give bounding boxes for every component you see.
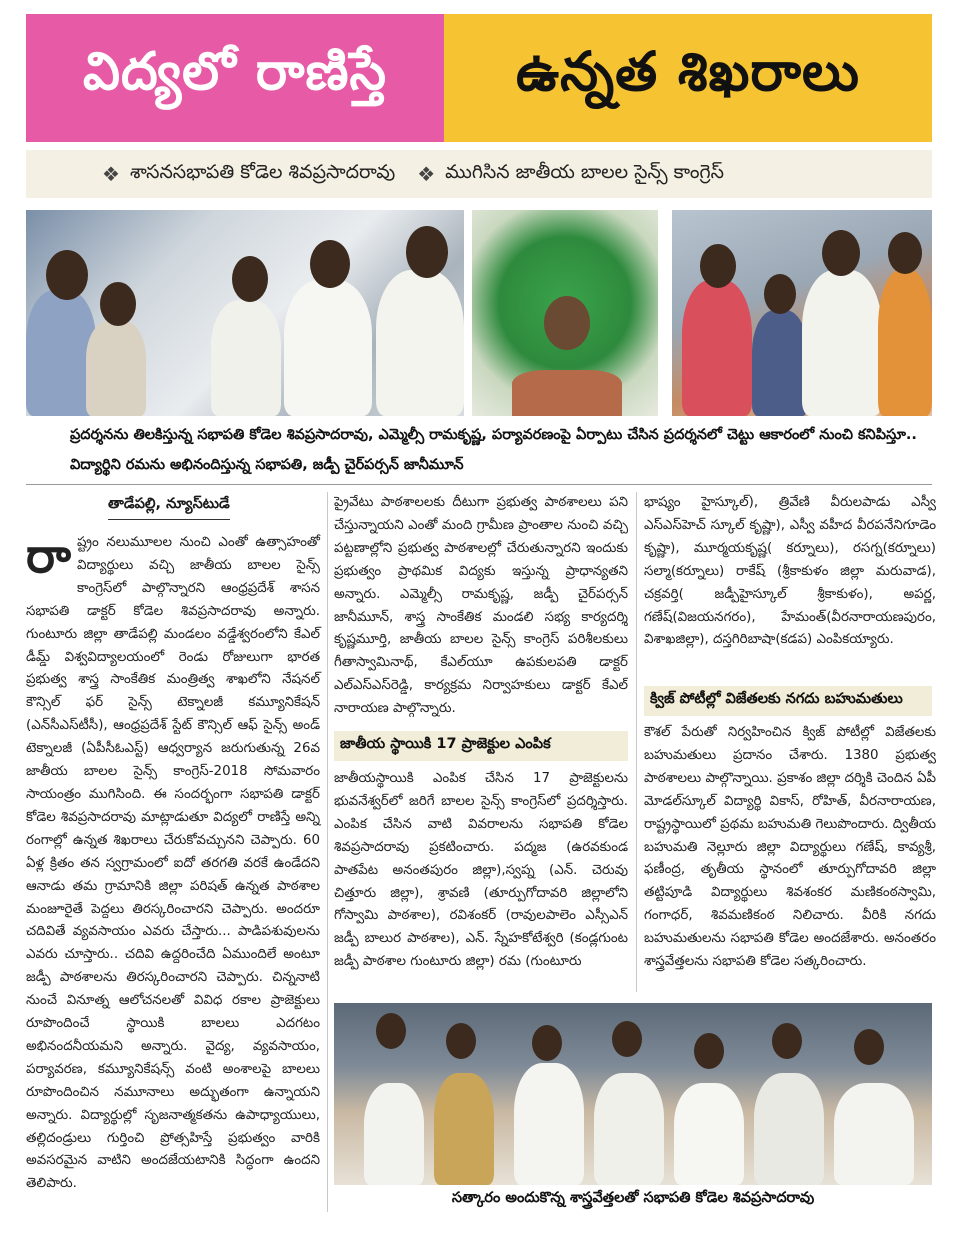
diamond-bullet-icon: ❖: [417, 162, 436, 186]
photo-student-felicitation: [672, 210, 932, 416]
drop-cap: రా: [26, 528, 71, 584]
article-column-2: [334, 492, 628, 724]
column-divider: [636, 492, 637, 992]
diamond-bullet-icon: ❖: [102, 162, 120, 186]
subhead-point-text: శాసనసభాపతి కోడెల శివప్రసాదరావు: [129, 160, 396, 183]
headline-right: ఉన్నత శిఖరాలు: [444, 14, 932, 142]
photo-caption-top: ప్రదర్శనను తిలకిస్తున్న సభాపతి కోడెల శివప్రసాదరావు, ఎమ్మెల్సీ రామకృష్ణ, పర్యావరణంపై ఏర్పాటు చేసిన ప్రదర్శనలో చెట్టు ఆకారంలో నుంచి కనిపిస్తూ.. విద్యార్థిని రమను అభినందిస్తున్న సభాపతి, జడ్పీ చైర్‌పర్సన్ జానీమూన్: [70, 427, 917, 473]
article-column-1: [26, 528, 320, 1196]
article-column-3: [644, 492, 936, 676]
subhead-point: [102, 161, 395, 188]
dateline: తాడేపల్లి, న్యూస్‌టుడే: [108, 496, 230, 520]
article-column-2-body: [334, 768, 628, 974]
photo-exhibition-visit: [26, 210, 464, 416]
headline-left: విద్యలో రాణిస్తే: [26, 14, 444, 142]
article-text: జాతీయస్థాయికి ఎంపిక చేసిన 17 ప్రాజెక్టులను భువనేశ్వర్‌లో జరిగే బాలల సైన్స్ కాంగ్రెస్‌లో ప్రదర్శిస్తారు. ఎంపిక చేసిన వాటి వివరాలను సభాపతి కోడెల శివప్రసాదరావు ప్రకటించారు. పద్మజ (ఉరవకుండ పాతపేట అనంతపురం జిల్లా),స్వప్న (ఎన్. చెరువు చిత్తూరు జిల్లా), శ్రావణి (తూర్పుగోదావరి జిల్లాలోని గోస్వామి పాఠశాల), రవిశంకర్ (రావులపాలెం ఎస్సీఎన్ జడ్పీ బాలుర పాఠశాల), ఎన్. స్నేహకోటేశ్వరి (కండ్లగుంట జడ్పీ పాఠశాల గుంటూరు జిల్లా) రమ (గుంటూరు: [334, 771, 628, 970]
section-heading: క్విజ్ పోటీల్లో విజేతలకు నగదు బహుమతులు: [644, 686, 932, 716]
article-column-3-body: [644, 722, 936, 974]
article-text: ప్రైవేటు పాఠశాలలకు దీటుగా ప్రభుత్వ పాఠశాలలు పని చేస్తున్నాయని ఎంతో మంది గ్రామీణ ప్రాంతాల నుంచి వచ్చి పట్టణాల్లోని ప్రభుత్వ పాఠశాలల్లో చేరుతున్నారని ఇందుకు ప్రభుత్వం ప్రాథమిక విద్యకు ఇస్తున్న ప్రాధాన్యతని అన్నారు. ఎమ్మెల్సీ రామకృష్ణ, జడ్పీ చైర్‌పర్సన్ జానీమూన్, శాస్త్ర సాంకేతిక మండలి సభ్య కార్యదర్శి కృష్ణమూర్తి, జాతీయ బాలల సైన్స్ కాంగ్రెస్ పరిశీలకులు గీతాస్వామినాథ్, కేఎల్‌యూ ఉపకులపతి డాక్టర్ ఎల్ఎస్ఎస్‌రెడ్డి, కార్యక్రమ నిర్వాహకులు డాక్టర్ కేఎల్ నారాయణ పాల్గొన్నారు.: [334, 495, 628, 717]
headline-banner: [26, 14, 932, 142]
photo-tree-exhibit: [472, 210, 658, 416]
photo-caption-bottom: సత్కారం అందుకొన్న శాస్త్రవేత్తలతో సభాపతి కోడెల శివప్రసాదరావు: [451, 1190, 815, 1206]
subheadline: [26, 150, 932, 198]
divider: [26, 484, 932, 485]
photo-scientists-felicitation: [334, 1003, 932, 1185]
article-text: భాష్యం హైస్కూల్), త్రివేణి వీరులపాడు ఎస్వీ ఎస్ఎస్‌హెచ్ స్కూల్ కృష్ణా), ఎస్వీ వహీద వీరపనేనిగూడెం కృష్ణా), మూర్మయకృష్ణ( కర్నూలు), రసగ్న(కర్నూలు) సల్మా(కర్నూలు) రాకేష్ (శ్రీకాకుళం జిల్లా మరువాడ), చక్రవర్తి( జడ్పీహైస్కూల్ శ్రీకాకుళం), అపర్ణ, గణేష్(విజయనగరం), హేమంత్(వీరనారాయణపురం, విశాఖజిల్లా), దస్తగిరిబాషా(కడప) ఎంపికయ్యారు.: [644, 495, 936, 648]
article-text: ష్ట్రం నలుమూలల నుంచి ఎంతో ఉత్సాహంతో విద్యార్థులు వచ్చి జాతీయ బాలల సైన్స్ కాంగ్రెస్‌లో పాల్గొన్నారని ఆంధ్రప్రదేశ్ శాసన సభాపతి డాక్టర్ కోడెల శివప్రసాదరావు అన్నారు. గుంటూరు జిల్లా తాడేపల్లి మండలం వడ్డేశ్వరంలోని కేఎల్ డీమ్డ్ విశ్వవిద్యాలయంలో రెండు రోజులుగా భారత ప్రభుత్వ శాస్త్ర సాంకేతిక మంత్రిత్వ శాఖలోని నేషనల్ కౌన్సిల్ ఫర్ సైన్స్ టెక్నాలజీ కమ్యూనికేషన్ (ఎన్‌సీఎస్‌టీసీ), ఆంధ్రప్రదేశ్ స్టేట్ కౌన్సిల్ ఆఫ్ సైన్స్ అండ్ టెక్నాలజీ (ఏపీసీఓఎస్ట్) ఆధ్వర్యాన జరుగుతున్న 26వ జాతీయ బాలల సైన్స్ కాంగ్రెస్-2018 సోమవారం సాయంత్రం ముగిసింది. ఈ సందర్భంగా సభాపతి డాక్టర్ కోడెల శివప్రసాదరావు మాట్లాడుతూ విద్యలో రాణిస్తే అన్ని రంగాల్లో ఉన్నత శిఖరాలు చేరుకోవచ్చునని చెప్పారు. 60 ఏళ్ల క్రితం తన స్వగ్రామంలో ఐదో తరగతి వరకే ఉండేదని ఆనాడు తమ గ్రామానికి జిల్లా పరిషత్ ఉన్నత పాఠశాల మంజూరైతే పెద్దలు తిరస్కరించారని చెప్పారు. అందరూ చదివితే వ్యవసాయం ఎవరు చేస్తారు... పాడిపశువులను ఎవరు చూస్తారు.. చదివి ఉద్దరించేది ఏముందిలే అంటూ జడ్పీ పాఠశాలను తిరస్కరించారని చెప్పారు. చిన్ననాటి నుంచే వినూత్న ఆలోచనలతో వివిధ రకాల ప్రాజెక్టులు రూపొందించే స్థాయికి బాలలు ఎదగటం అభినందనీయమని అన్నారు. వైద్య, వ్యవసాయం, పర్యావరణ, కమ్యూనికేషన్స్ వంటి అంశాలపై బాలలు రూపొందించిన నమూనాలు అద్భుతంగా ఉన్నాయని అన్నారు. విద్యార్థుల్లో సృజనాత్మకతను ఉపాధ్యాయులు, తల్లిదండ్రులు గుర్తించి ప్రోత్సహిస్తే ప్రభుత్వం వారికి అవసరమైన వాటిని అందజేయటానికి సిద్ధంగా ఉందని తెలిపారు.: [26, 535, 320, 1192]
section-heading: జాతీయ స్థాయికి 17 ప్రాజెక్టుల ఎంపిక: [334, 731, 628, 761]
article-text: కౌశల్ పేరుతో నిర్వహించిన క్విజ్ పోటీల్లో విజేతలకు బహుమతులు ప్రదానం చేశారు. 1380 ప్రభుత్వ పాఠశాలలు పాల్గొన్నాయి. ప్రకాశం జిల్లా దర్శికి చెందిన ఏపీ మోడల్‌స్కూల్ విద్యార్థి వికాస్, రోహిత్, వీరనారాయణ, రాష్ట్రస్థాయిలో ప్రథమ బహుమతి గెలుపొందారు. ద్వితీయ బహుమతి నెల్లూరు జిల్లా విద్యార్థులు గణేష్, కావ్యశ్రీ, ఫణీంద్ర, తృతీయ స్థానంలో తూర్పుగోదావరి జిల్లా తట్టిపూడి విద్యార్థులు శివశంకర మణికంఠస్వామి, గంగాధర్, శివమణికంఠ నిలిచారు. వీరికి నగదు బహుమతులను సభాపతి కోడెల అందజేశారు. అనంతరం శాస్త్రవేత్తలను సభాపతి కోడెల సత్కరించారు.: [644, 725, 936, 970]
subhead-point: [417, 161, 724, 188]
subhead-point-text: ముగిసిన జాతీయ బాలల సైన్స్ కాంగ్రెస్: [445, 160, 724, 183]
column-divider: [327, 492, 328, 1212]
